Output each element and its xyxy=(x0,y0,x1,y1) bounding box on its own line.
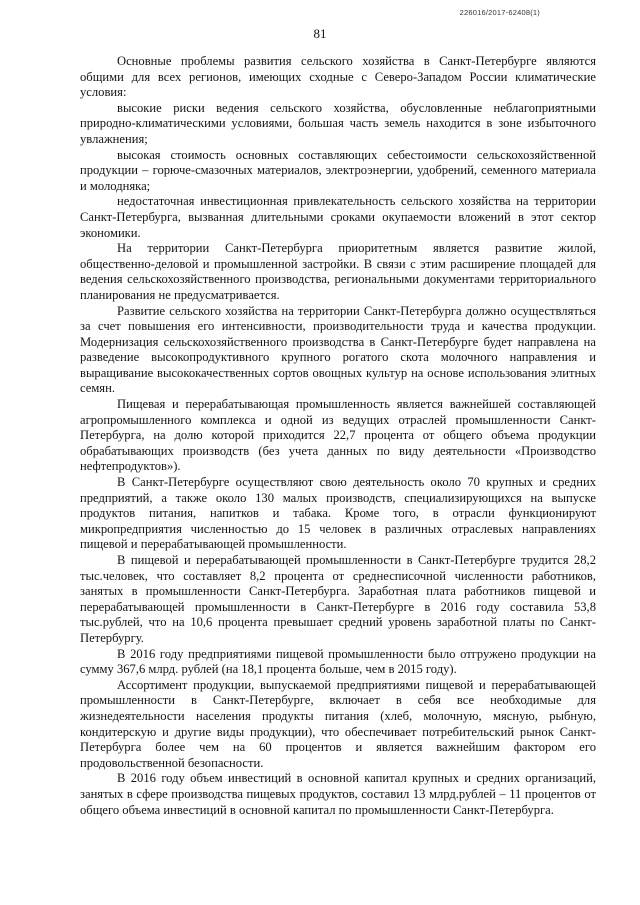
paragraph: Основные проблемы развития сельского хозяйства в Санкт-Петербурге являются общими для всех регионов, имеющих сходные с Северо-Западом России климатические условия: xyxy=(80,54,596,100)
document-id: 226016/2017-62408(1) xyxy=(459,8,540,17)
paragraph: Ассортимент продукции, выпускаемой предприятиями пищевой и перерабатывающей промышленности в Санкт-Петербурге, включает в себя все необходимые для жизнедеятельности населения продукты питания (хлеб, молочную, мясную, рыбную, кондитерскую и другие виды продукции), что обеспечивает потребительский рынок Санкт-Петербурга более чем на 60 процентов и является важнейшим фактором его продовольственной безопасности. xyxy=(80,677,596,770)
document-body xyxy=(80,54,596,818)
page-number: 81 xyxy=(313,26,327,41)
paragraph: высокая стоимость основных составляющих себестоимости сельскохозяйственной продукции – горюче-смазочных материалов, электроэнергии, удобрений, семенного материала и молодняка; xyxy=(80,147,596,193)
paragraph: В пищевой и перерабатывающей промышленности в Санкт-Петербурге трудится 28,2 тыс.человек, что составляет 8,2 процента от среднесписочной численности работников, занятых в промышленности Санкт-Петербурга. Заработная плата работников пищевой и перерабатывающей промышленности в Санкт-Петербурге в 2016 году составила 53,8 тыс.рублей, что на 10,6 процента превышает средний уровень заработной платы по Санкт-Петербургу. xyxy=(80,553,596,645)
paragraph: Пищевая и перерабатывающая промышленность является важнейшей составляющей агропромышленного комплекса и одной из ведущих отраслей промышленности Санкт-Петербурга, на долю которой приходится 22,7 процента от общего объема продукции обрабатывающих производств (без учета данных по виду деятельности «Производство нефтепродуктов»). xyxy=(80,397,596,474)
paragraph: высокие риски ведения сельского хозяйства, обусловленные неблагоприятными природно-климатическими условиями, большая часть земель находится в зоне избыточного увлажнения; xyxy=(80,100,596,146)
paragraph: В Санкт-Петербурге осуществляют свою деятельность около 70 крупных и средних предприятий, а также около 130 малых производств, специализирующихся на выпуске продуктов питания, напитков и табака. Кроме того, в отрасли функционируют микропредприятия численностью до 15 человек в различных отраслевых направлениях пищевой и перерабатывающей промышленности. xyxy=(80,475,596,552)
paragraph: В 2016 году объем инвестиций в основной капитал крупных и средних организаций, занятых в сфере производства пищевых продуктов, составил 13 млрд.рублей – 11 процентов от общего объема инвестиций в основной капитал по промышленности Санкт-Петербурга. xyxy=(80,771,596,817)
paragraph: Развитие сельского хозяйства на территории Санкт-Петербурга должно осуществляться за счет повышения его интенсивности, производительности труда и качества продукции. Модернизация сельскохозяйственного производства в Санкт-Петербурге будет направлена на разведение высокопродуктивного крупного рогатого скота молочного направления и выращивание высококачественных сортов овощных культур на основе использования элитных семян. xyxy=(80,303,596,396)
paragraph: В 2016 году предприятиями пищевой промышленности было отгружено продукции на сумму 367,6 млрд. рублей (на 18,1 процента больше, чем в 2015 году). xyxy=(80,646,596,677)
paragraph: недостаточная инвестиционная привлекательность сельского хозяйства на территории Санкт-Петербурга, вызванная длительными сроками окупаемости вложений в этот сектор экономики. xyxy=(80,194,596,240)
paragraph: На территории Санкт-Петербурга приоритетным является развитие жилой, общественно-деловой и промышленной застройки. В связи с этим расширение площадей для ведения сельскохозяйственного производства, региональными документами территориального планирования не предусматривается. xyxy=(80,241,596,302)
